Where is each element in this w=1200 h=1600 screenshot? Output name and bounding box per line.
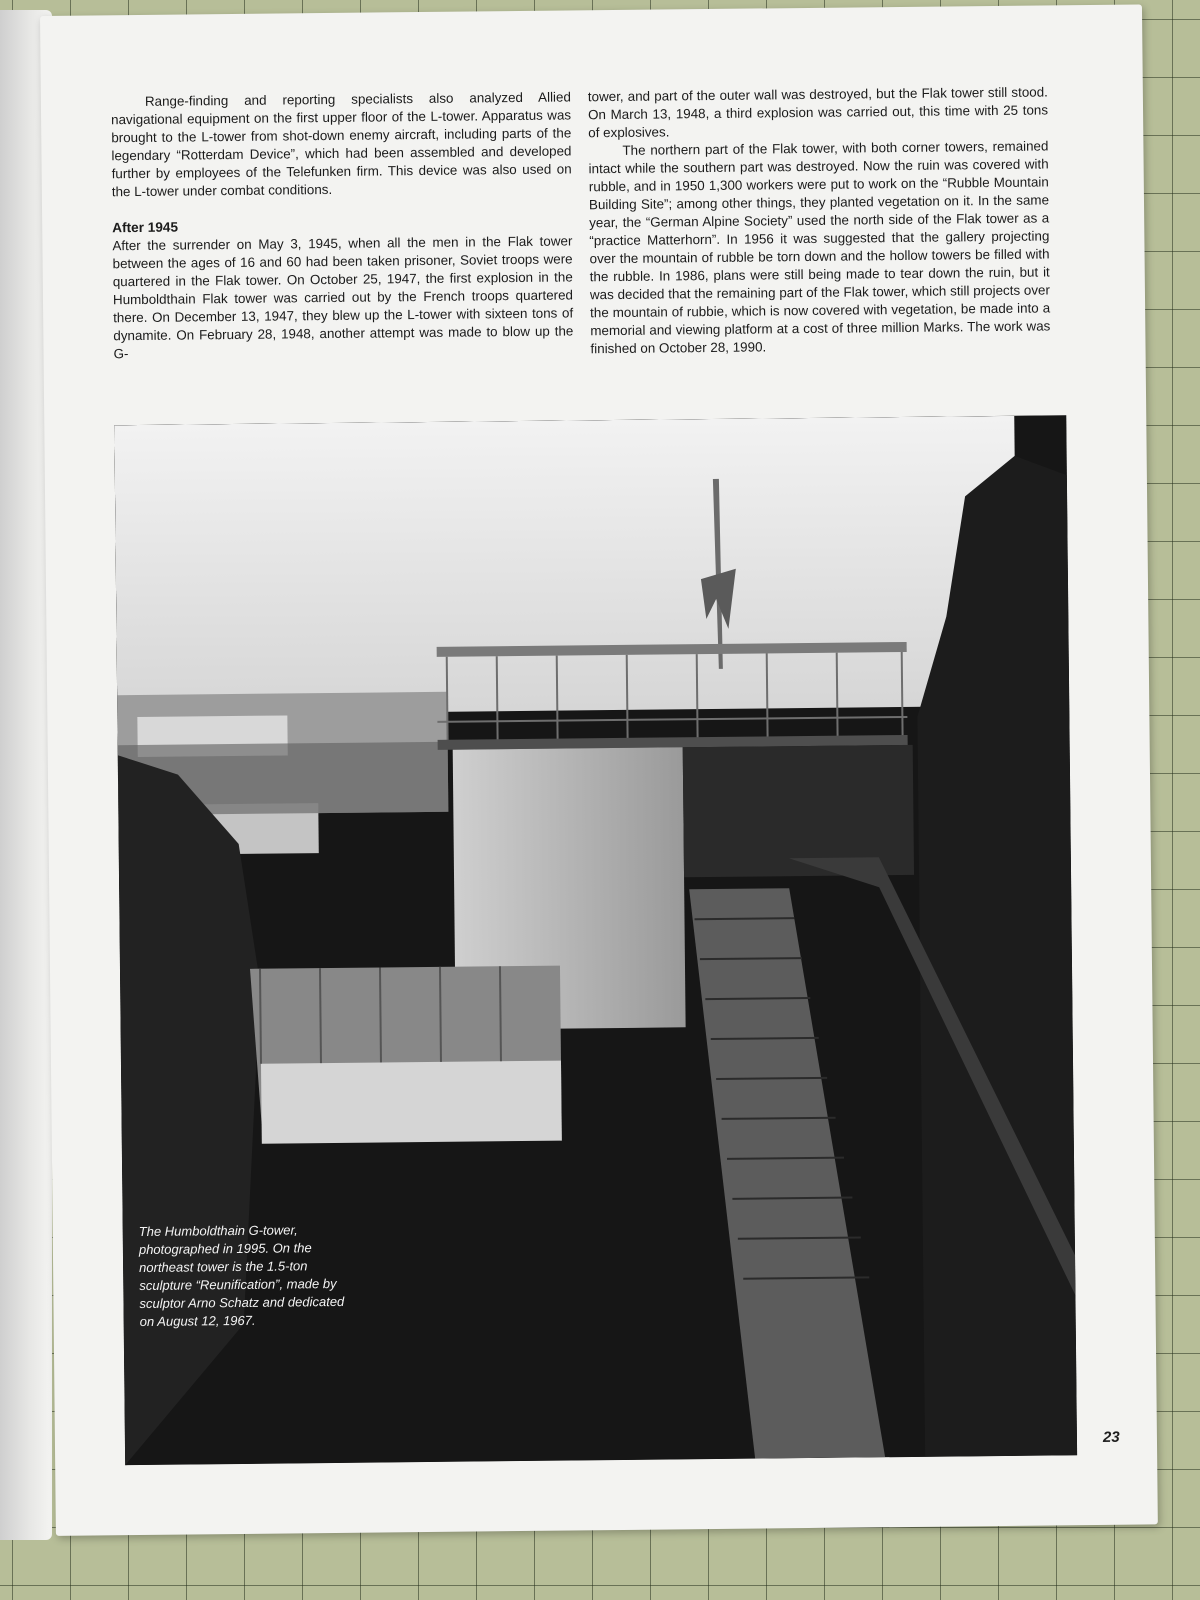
tower-photograph: [114, 415, 1077, 1465]
book-page: [40, 4, 1158, 1535]
right-paragraph-2: The northern part of the Flak tower, with both corner towers, remained intact while the southern part was destroyed. Now the ruin was covered with rubble, and in 1950 1,300 workers were put to work on the “Rubble Mountain Building Site”; among other things, they planted vegetation on it. In the same year, the “German Alpine Society” used the north side of the Flak tower as a “practice Matterhorn”. In 1956 it was suggested that the gallery projecting over the mountain of rubble be torn down and the hollow towers be filled with the rubble. In 1986, plans were still being made to tear down the ruin, but it was decided that the remaining part of the Flak tower, which still projects over the mountain of rubbie, which is now covered with vegetation, be made into a memorial and viewing platform at a cost of three million Marks. The work was finished on October 28, 1990.: [588, 138, 1051, 357]
right-paragraph-1: tower, and part of the outer wall was destroyed, but the Flak tower still stood. On March 13, 1948, a third explosion was carried out, this time with 25 tons of explosives.: [587, 84, 1049, 141]
left-paragraph-2: After the surrender on May 3, 1945, when all the men in the Flak tower between the ages of 16 and 60 had been taken prisoner, Soviet troops were quartered in the Flak tower. On October 25, 1947, the first explosion in the Humboldthain Flak tower was carried out by the French troops quartered there. On December 13, 1947, they blew up the L-tower with sixteen tons of dynamite. On February 28, 1948, another attempt was made to blow up the G-: [112, 233, 574, 362]
photo-caption: The Humboldthain G-tower, photographed in 1995. On the northeast tower is the 1.5-ton sculpture “Reunification”, made by sculptor Arno Schatz and dedicated on August 12, 1967.: [138, 1222, 345, 1330]
left-text-column: [111, 88, 574, 363]
page-number: 23: [1102, 1428, 1120, 1446]
left-paragraph-1: Range-finding and reporting specialists also analyzed Allied navigational equipment on the first upper floor of the L-tower. Apparatus was brought to the L-tower from shot-down enemy aircraft, including parts of the legendary “Rotterdam Device”, which had been assembled and developed further by employees of the Telefunken firm. This device was also used on the L-tower under combat conditions.: [111, 89, 572, 200]
section-heading: After 1945: [112, 219, 179, 236]
right-text-column: [588, 83, 1051, 358]
